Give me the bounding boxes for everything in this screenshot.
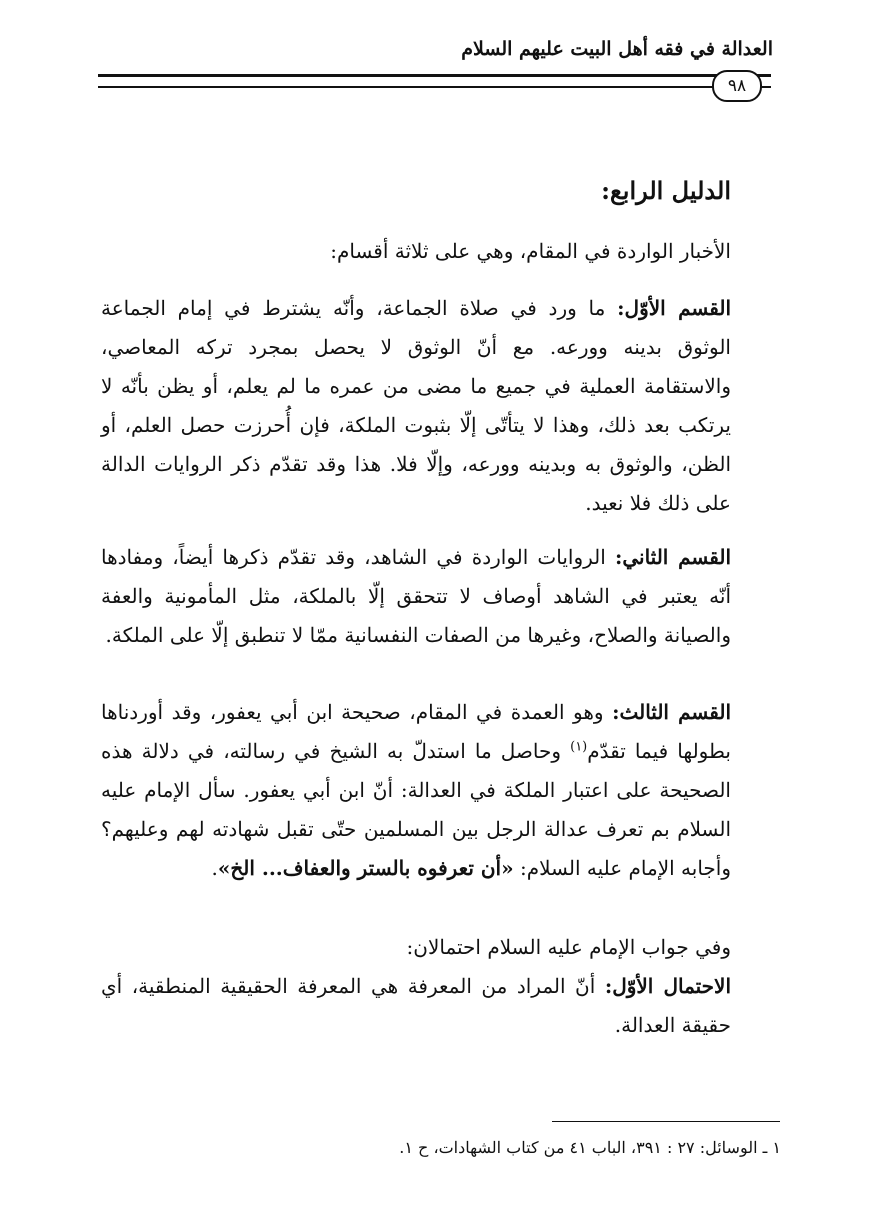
paragraph-text: أنّ المراد من المعرفة هي المعرفة الحقيقية المنطقية، أي حقيقة العدالة. [101, 974, 731, 1037]
quoted-hadith: «أن تعرفوه بالستر والعفاف... الخ» [217, 856, 514, 880]
paragraph-text-end: . [211, 856, 218, 880]
paragraph-text: وهو العمدة في المقام، صحيحة ابن أبي يعفور، وقد أوردناها بطولها فيما تقدّم [101, 700, 731, 763]
paragraph-section-3 [101, 693, 731, 888]
running-title: العدالة في فقه أهل البيت عليهم السلام [461, 38, 773, 60]
footnote-separator [552, 1121, 780, 1122]
answer-intro-paragraph: وفي جواب الإمام عليه السلام احتمالان: [406, 935, 731, 959]
header-rule-thick [98, 74, 771, 77]
paragraph-lead: القسم الأوّل: [617, 296, 732, 320]
paragraph-text: ما ورد في صلاة الجماعة، وأنّه يشترط في إمام الجماعة الوثوق بدينه وورعه. مع أنّ الوثوق لا يحصل بمجرد تركه المعاصي، والاستقامة العملية في جميع ما مضى من عمره ما لم يعلم، أو يظن بأنّه لا يرتكب بعد ذلك، وهذا لا يتأتّى إلّا بثبوت الملكة، فإن أُحرزت حصل العلم، أو الظن، والوثوق به وبدينه وورعه، وإلّا فلا. هذا وقد تقدّم ذكر الروايات الدالة على ذلك فلا نعيد. [101, 296, 731, 515]
paragraph-text: وحاصل ما استدلّ به الشيخ في رسالته، في دلالة هذه الصحيحة على اعتبار الملكة في العدالة: أنّ ابن أبي يعفور. سأل الإمام عليه السلام بم تعرف عدالة الرجل بين المسلمين حتّى تقبل شهادته لهم وعليهم؟ وأجابه الإمام عليه السلام: [101, 739, 731, 880]
footnote: ١ ـ الوسائل: ٢٧ : ٣٩١، الباب ٤١ من كتاب الشهادات، ح ١. [399, 1138, 781, 1157]
paragraph-lead: الاحتمال الأوّل: [604, 974, 732, 998]
paragraph-section-1 [101, 289, 731, 523]
paragraph-possibility-1 [101, 967, 731, 1045]
intro-paragraph: الأخبار الواردة في المقام، وهي على ثلاثة أقسام: [330, 239, 731, 263]
paragraph-section-2 [101, 538, 731, 655]
header-rule-thin [98, 86, 771, 88]
paragraph-text: الروايات الواردة في الشاهد، وقد تقدّم ذكرها أيضاً، ومفادها أنّه يعتبر في الشاهد أوصاف لا تتحقق إلّا بالملكة، مثل المأمونية والعفة والصيانة والصلاح، وغيرها من الصفات النفسانية ممّا لا تنطبق إلّا على الملكة. [101, 545, 731, 647]
page-number: ٩٨ [712, 70, 762, 102]
footnote-reference[interactable]: (١) [570, 739, 588, 755]
paragraph-lead: القسم الثالث: [612, 700, 732, 724]
paragraph-lead: القسم الثاني: [614, 545, 732, 569]
section-heading: الدليل الرابع: [601, 176, 731, 205]
